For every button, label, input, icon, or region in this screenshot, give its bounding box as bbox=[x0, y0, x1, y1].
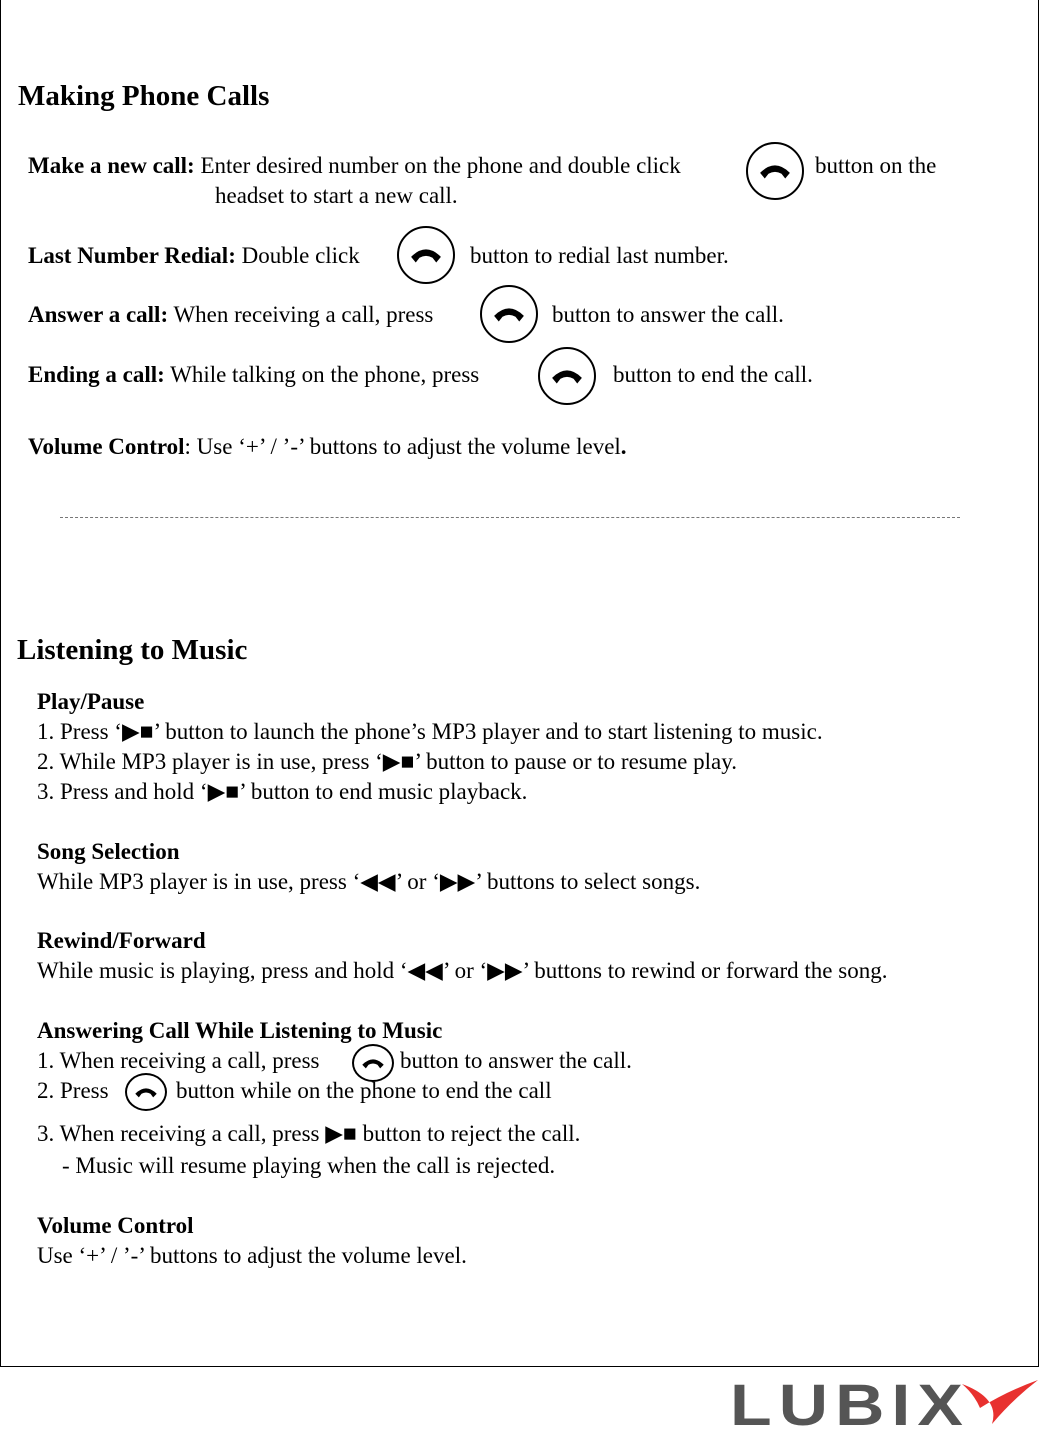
ending-text-after: button to end the call. bbox=[613, 362, 813, 387]
volume-line bbox=[28, 432, 627, 462]
redial-line bbox=[28, 241, 360, 271]
answer-text: When receiving a call, press bbox=[173, 302, 434, 327]
answering-line2: 2. Press bbox=[37, 1078, 109, 1103]
rewind-forward-line1: While music is playing, press and hold ‘◀◀’ or ‘▶▶’ buttons to rewind or forward the song. bbox=[37, 958, 888, 983]
volume-period: . bbox=[620, 434, 627, 459]
call-button-icon bbox=[480, 285, 538, 343]
volume-label: Volume Control bbox=[28, 434, 185, 459]
music-volume-title: Volume Control bbox=[37, 1213, 194, 1238]
answering-line4: - Music will resume playing when the call is rejected. bbox=[62, 1153, 556, 1178]
new-call-line2: headset to start a new call. bbox=[215, 183, 458, 208]
redial-text-after: button to redial last number. bbox=[470, 243, 729, 268]
ending-label: Ending a call: bbox=[28, 362, 165, 387]
lubix-logo-graphic bbox=[730, 1378, 1040, 1428]
ending-line bbox=[28, 360, 479, 390]
music-heading: Listening to Music bbox=[17, 634, 248, 666]
music-volume-line1: Use ‘+’ / ’-’ buttons to adjust the volume level. bbox=[37, 1243, 467, 1268]
answering-title: Answering Call While Listening to Music bbox=[37, 1018, 443, 1043]
end-call-button-icon bbox=[125, 1073, 167, 1111]
answering-line1-after: button to answer the call. bbox=[400, 1048, 632, 1073]
answering-line2-after: button while on the phone to end the call bbox=[176, 1078, 552, 1103]
answer-text-after: button to answer the call. bbox=[552, 302, 784, 327]
answer-label: Answer a call: bbox=[28, 302, 169, 327]
new-call-line1 bbox=[28, 151, 681, 181]
lubix-logo bbox=[730, 1378, 1040, 1428]
new-call-text: Enter desired number on the phone and double click bbox=[200, 153, 681, 178]
volume-text: : Use ‘+’ / ’-’ buttons to adjust the volume level bbox=[184, 434, 621, 459]
answering-line3: 3. When receiving a call, press ▶■ button to reject the call. bbox=[37, 1121, 581, 1146]
end-call-button-icon bbox=[538, 347, 596, 405]
rewind-forward-title: Rewind/Forward bbox=[37, 928, 206, 953]
song-selection-title: Song Selection bbox=[37, 839, 180, 864]
play-pause-line2: 2. While MP3 player is in use, press ‘▶■’ button to pause or to resume play. bbox=[37, 749, 737, 774]
answer-line bbox=[28, 300, 433, 330]
redial-label: Last Number Redial: bbox=[28, 243, 236, 268]
redial-text: Double click bbox=[241, 243, 360, 268]
logo-wordmark: LUBIX bbox=[730, 1378, 970, 1428]
new-call-text-after: button on the bbox=[815, 153, 937, 178]
calls-heading: Making Phone Calls bbox=[18, 80, 270, 112]
logo-swoosh-icon bbox=[962, 1380, 1038, 1424]
call-button-icon bbox=[746, 142, 804, 200]
answering-line1: 1. When receiving a call, press bbox=[37, 1048, 320, 1073]
play-pause-title: Play/Pause bbox=[37, 689, 145, 714]
ending-text: While talking on the phone, press bbox=[170, 362, 480, 387]
call-button-icon bbox=[397, 226, 455, 284]
song-selection-line1: While MP3 player is in use, press ‘◀◀’ or ‘▶▶’ buttons to select songs. bbox=[37, 869, 701, 894]
new-call-label: Make a new call: bbox=[28, 153, 195, 178]
play-pause-line3: 3. Press and hold ‘▶■’ button to end music playback. bbox=[37, 779, 528, 804]
play-pause-line1: 1. Press ‘▶■’ button to launch the phone’s MP3 player and to start listening to music. bbox=[37, 719, 823, 744]
section-divider bbox=[60, 517, 960, 518]
